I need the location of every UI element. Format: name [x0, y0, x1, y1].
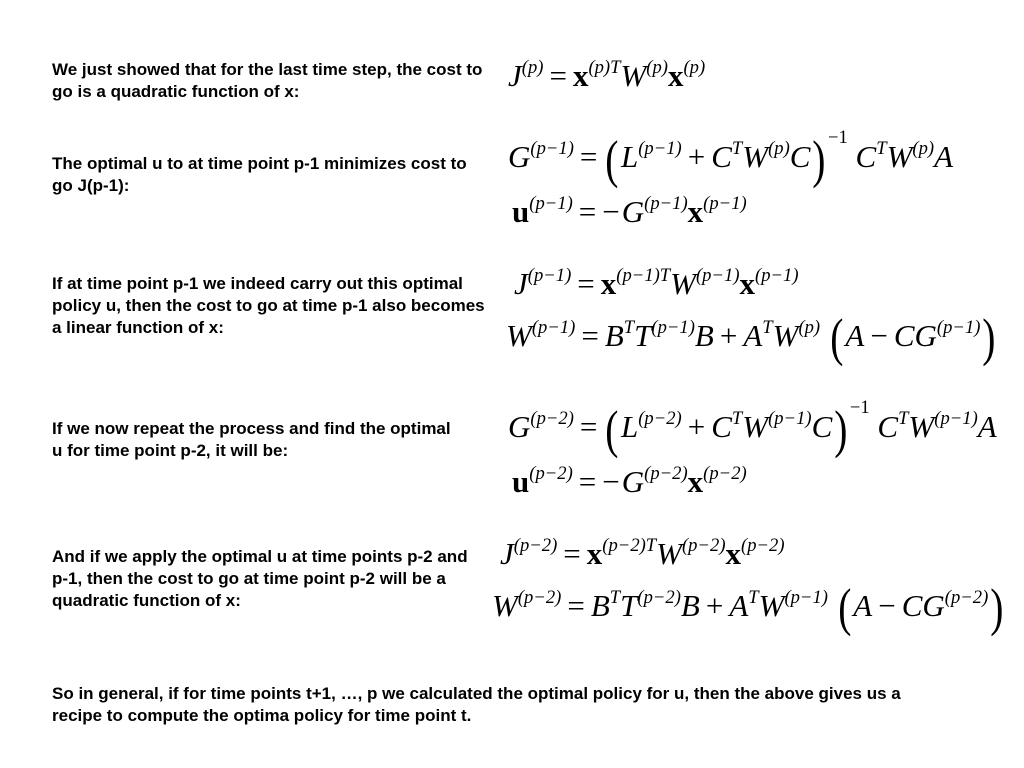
text-apply-p2: And if we apply the optimal u at time points p-2 and p-1, then the cost to go at time point p-2 will be a quadratic function of x: [52, 547, 468, 610]
eq-weight-p2: $W^{(p-2)} = B^TT^{(p-2)}B + A^TW^{(p-1)}$ $(A - CG^{(p-2)})$ [492, 579, 1004, 638]
text-optimal-u-p1: The optimal u to at time point p-1 minimizes cost to go J(p-1): [52, 154, 467, 195]
eq-control-p2: $u^{(p-2)} = -G^{(p-2)}x^{(p-2)}$ [512, 462, 747, 499]
eq-weight-p1: $W^{(p-1)} = B^TT^{(p-1)}B + A^TW^{(p)}$ $(A - CG^{(p-1)})$ [506, 309, 996, 368]
eq-cost-p1: $J^{(p-1)} = x^{(p-1)T}W^{(p-1)}x^{(p-1)}$ [514, 264, 799, 301]
eq-cost-p2: $J^{(p-2)} = x^{(p-2)T}W^{(p-2)}x^{(p-2)}$ [500, 534, 785, 571]
eq-cost-p: $J^{(p)} = x^{(p)T}W^{(p)}x^{(p)}$ [508, 56, 706, 93]
text-last-step: We just showed that for the last time step, the cost to go is a quadratic function of x: [52, 60, 483, 101]
text-repeat-p2: If we now repeat the process and find the optimal u for time point p-2, it will be: [52, 419, 451, 460]
text-policy-p1: If at time point p-1 we indeed carry out this optimal policy u, then the cost to go at time p-1 also becomes a linear function of x: [52, 274, 485, 337]
eq-control-p1: $u^{(p-1)} = -G^{(p-1)}x^{(p-1)}$ [512, 192, 747, 229]
eq-gain-p1: $G^{(p-1)} = (L^{(p-1)} + C^TW^{(p)}C)$ $^{-1}$ $C^TW^{(p)}A$ [508, 127, 954, 189]
eq-gain-p2: $G^{(p-2)} = (L^{(p-2)} + C^TW^{(p-1)}C)$ $^{-1}$ $C^TW^{(p-1)}A$ [508, 397, 997, 459]
text-general: So in general, if for time points t+1, …, p we calculated the optimal policy for u, then the above gives us a recipe to compute the optima policy for time point t. [52, 684, 901, 725]
